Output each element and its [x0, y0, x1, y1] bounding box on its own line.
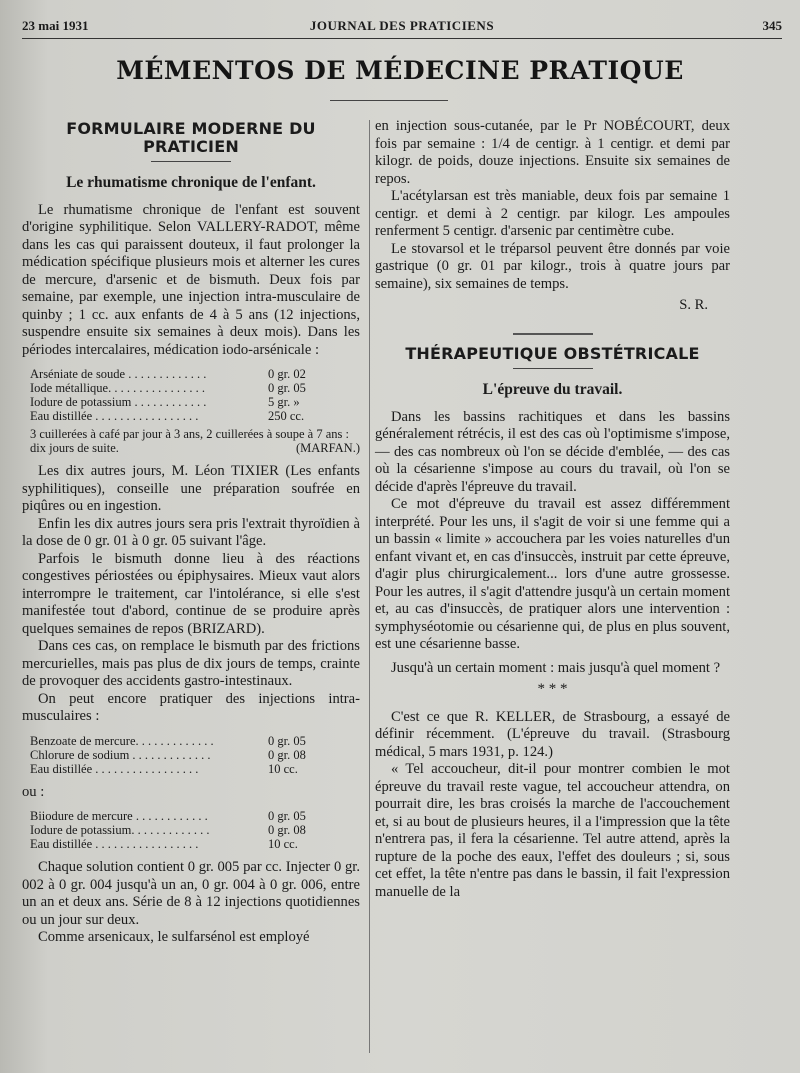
main-title: MÉMENTOS DE MÉDECINE PRATIQUE [116, 56, 684, 85]
note-author: (MARFAN.) [295, 441, 360, 455]
prescription-row [30, 762, 360, 776]
paragraph: On peut encore pratiquer des injections intra-musculaires : [22, 690, 360, 724]
author-signature: S. R. [679, 297, 708, 313]
left-column [22, 118, 360, 947]
paragraph: L'acétylarsan est très maniable, deux fois par semaine 1 centigr. et demi à 2 centigr. par kilogr. Les ampoules renferment 5 centigr. d'arsenic par centimètre cube. [375, 188, 730, 239]
ingredient: Arséniate de soude . . . . . . . . . . . . . [30, 367, 207, 381]
section-title-formulaire: FORMULAIRE MODERNE DU PRATICIEN [66, 119, 316, 156]
quantity: 0 gr. 05 [268, 381, 306, 395]
paragraph: C'est ce que R. KELLER, de Strasbourg, a essayé de définir récemment. (L'épreuve du travail. (Strasbourg médical, 5 mars 1931, p. 124.) [375, 708, 730, 760]
paragraph: Parfois le bismuth donne lieu à des réactions congestives périostées ou épiphysaires. Mieux vaut alors interrompre le traitement, car l'intolérance, si elle s'est manifestée tout d'abord, continue de se produire après quelques semaines de repos (BRIZARD). [22, 550, 360, 637]
ingredient: Iode métallique. . . . . . . . . . . . . . . . [30, 381, 205, 395]
prescription-iodo-arsenicale [30, 367, 360, 455]
paragraph: Enfin les dix autres jours sera pris l'extrait thyroïdien à la dose de 0 gr. 01 à 0 gr. 05 suivant l'âge. [22, 515, 360, 549]
paragraph: Le stovarsol et le tréparsol peuvent être donnés par voie gastrique (0 gr. 01 par kilogr., trois à quatre jours par semaine), six semaines de temps. [375, 240, 730, 292]
issue-date: 23 mai 1931 [22, 18, 89, 33]
quantity: 250 cc. [268, 409, 305, 423]
paragraph: Comme arsenicaux, le sulfarsénol est employé [38, 929, 310, 945]
paragraph: Ce mot d'épreuve du travail est assez différemment interprété. Pour les uns, il s'agit de voir si une femme qui a un bassin « limite » accouchera par les voies naturelles d'un enfant vivant et, en cas d'insuccès, instruit par cette épreuve, d'agir plus chirurgicalement... lors d'une autre grossesse. Pour les autres, il s'agit d'attendre jusqu'à un certain moment et, au cas d'insuccès, de pratiquer alors une intervention : symphyséotomie ou césarienne qui, de plus en plus souvent, est une césarienne basse. [375, 496, 730, 652]
ingredient: Benzoate de mercure. . . . . . . . . . . . . [30, 733, 214, 748]
quantity: 0 gr. 08 [268, 747, 306, 762]
quantity: 5 gr. » [268, 395, 300, 409]
prescription-row [30, 381, 360, 395]
quantity: 10 cc. [268, 761, 298, 776]
quantity: 10 cc. [268, 837, 298, 851]
paragraph: Jusqu'à un certain moment : mais jusqu'à quel moment ? [391, 659, 721, 676]
ingredient: Eau distillée . . . . . . . . . . . . . . . . . [30, 409, 199, 423]
dosage-note: 3 cuillerées à café par jour à 3 ans, 2 cuillerées à soupe à 7 ans : dix jours de suite. [30, 427, 349, 455]
paragraph: « Tel accoucheur, dit-il pour montrer combien le mot épreuve du travail reste vague, tel accoucheur attendra, on pourrait dire, les bras croisés la marche de l'accouchement et, si au bout de plusieurs heures, il a l'impression que la tête n'entrera pas, il fera la césarienne. Tel autre attend, après la rupture de la poche des eaux, l'effet des douleurs ; si, sous cet effet, la tête n'entre pas dans le bassin, il fait l'expression manuelle de la [375, 761, 730, 900]
quantity: 0 gr. 05 [268, 733, 306, 748]
prescription-benzoate [30, 734, 360, 776]
paragraph: Dans les bassins rachitiques et dans les bassins généralement rétrécis, il est des cas où l'optimisme s'impose, — des cas nombreux où l'on se décide d'emblée, — des cas où la césarienne s'impose au cours du travail, où l'on se décide d'après l'épreuve du travail. [375, 408, 730, 495]
ingredient: Iodure de potassium. . . . . . . . . . . . . [30, 823, 210, 837]
ingredient: Eau distillée . . . . . . . . . . . . . . . . . [30, 761, 199, 776]
prescription-row [30, 395, 360, 409]
ingredient: Chlorure de sodium . . . . . . . . . . . . . [30, 747, 211, 762]
paragraph: Les dix autres jours, M. Léon TIXIER (Les enfants syphilitiques), conseille une préparation soufrée en piqûres ou en ingestion. [22, 463, 360, 514]
journal-name: JOURNAL DES PRATICIENS [309, 18, 495, 33]
quantity: 0 gr. 02 [268, 367, 306, 381]
quantity: 0 gr. 05 [268, 809, 306, 823]
prescription-note [30, 427, 360, 455]
title-rule [330, 100, 448, 101]
section-rule [513, 368, 593, 369]
page-number: 345 [762, 18, 782, 33]
ou-label: ou : [22, 783, 45, 800]
prescription-row [30, 748, 360, 762]
ingredient: Iodure de potassium . . . . . . . . . . . . [30, 395, 207, 409]
article-title-rhumatisme: Le rhumatisme chronique de l'enfant. [66, 174, 316, 191]
paragraph: Chaque solution contient 0 gr. 005 par cc. Injecter 0 gr. 002 à 0 gr. 004 jusqu'à un an, 0 gr. 004 à 0 gr. 006, entre un an et deux ans. Série de 8 à 12 injections quotidiennes ou un jour sur deux. [22, 859, 360, 928]
prescription-row [30, 837, 360, 851]
column-divider [369, 120, 370, 1053]
prescription-row [30, 823, 360, 837]
article-title-epreuve: L'épreuve du travail. [482, 381, 623, 398]
asterism: * * * [537, 681, 568, 697]
prescription-row [30, 809, 360, 823]
paragraph: Le rhumatisme chronique de l'enfant est souvent d'origine syphilitique. Selon VALLERY-RADOT, même dans les cas qui paraissent douteux, il faut prolonger la médication spécifique plusieurs mois et alterner les cures de mercure, d'arsenic et de bismuth. Deux fois par semaine, par exemple, une injection intra-musculaire de quinby ; 1 cc. aux enfants de 4 à 5 ans (12 injections, suspendre ensuite six semaines à deux mois). Dans les périodes intercalaires, médication iodo-arsénicale : [22, 201, 360, 358]
ingredient: Eau distillée . . . . . . . . . . . . . . . . . [30, 837, 199, 851]
quantity: 0 gr. 08 [268, 823, 306, 837]
ingredient: Biiodure de mercure . . . . . . . . . . . . [30, 809, 208, 823]
right-column [375, 118, 730, 901]
header-rule [22, 38, 782, 39]
paragraph: Dans ces cas, on remplace le bismuth par des frictions mercurielles, mais pas plus de dix jours de temps, crainte de provoquer des accidents gastro-intestinaux. [22, 638, 360, 689]
section-rule [151, 161, 231, 162]
prescription-biiodure [30, 809, 360, 851]
running-header [22, 18, 782, 40]
prescription-row [30, 734, 360, 748]
section-title-therapeutique: THÉRAPEUTIQUE OBSTÉTRICALE [405, 343, 700, 363]
prescription-row [30, 409, 360, 423]
prescription-row [30, 367, 360, 381]
separator-rule [513, 333, 593, 335]
paragraph: en injection sous-cutanée, par le Pr NOBÉCOURT, deux fois par semaine : 1/4 de centigr. à 1 centigr. et demi par kilogr. de poids, douze injections. Ensuite six semaines de repos. [375, 118, 730, 187]
